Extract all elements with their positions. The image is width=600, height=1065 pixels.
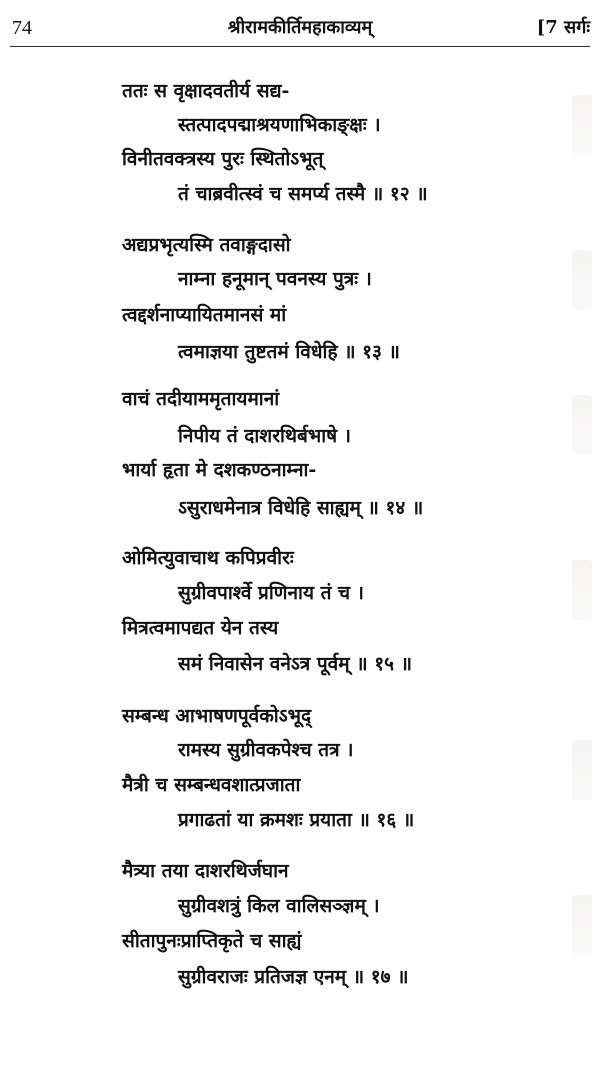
bleed-through-mark [572, 560, 592, 620]
verse-line: स्तत्पादपद्माश्रयणाभिकाङ्क्षः । [178, 114, 381, 136]
verse-line: ततः स वृक्षादवतीर्य सद्य- [122, 80, 290, 102]
verse-line: मैत्री च सम्बन्धवशात्प्रजाता [122, 774, 301, 796]
verse-line: तं चाब्रवीत्स्वं च समर्प्य तस्मै ॥ १२ ॥ [178, 183, 428, 205]
verse-line: ओमित्युवाचाथ कपिप्रवीरः [122, 547, 294, 569]
page-number: 74 [12, 17, 32, 39]
verse-line: प्रगाढतां या क्रमशः प्रयाता ॥ १६ ॥ [178, 809, 415, 831]
verse-line: सुग्रीवराजः प्रतिजज्ञ एनम् ॥ १७ ॥ [178, 966, 409, 988]
bleed-through-mark [572, 95, 592, 155]
verse-line: सुग्रीवपार्श्वे प्रणिनाय तं च । [178, 582, 364, 604]
verse-line: रामस्य सुग्रीवकपेश्च तत्र । [178, 739, 354, 761]
verse-line: नाम्ना हनूमान् पवनस्य पुत्रः । [178, 268, 372, 290]
verse-line: अद्यप्रभृत्यस्मि तवाङ्गदासो [122, 234, 291, 256]
verse-line: निपीय तं दाशरथिर्बभाषे । [178, 425, 351, 447]
bleed-through-mark [572, 895, 592, 955]
header-rule [10, 46, 590, 47]
verse-line: सम्बन्ध आभाषणपूर्वकोऽभूद् [122, 705, 312, 727]
bleed-through-mark [572, 740, 592, 800]
verse-line: त्वद्दर्शनाप्यायितमानसं मां [122, 304, 287, 326]
verse-line: वाचं तदीयाममृतायमानां [122, 388, 280, 410]
verse-line: त्वमाज्ञया तुष्टतमं विधेहि ॥ १३ ॥ [178, 341, 400, 363]
bleed-through-mark [572, 395, 592, 455]
verse-line: सुग्रीवशत्रुं किल वालिसञ्ज्ञम् । [178, 895, 380, 917]
verse-line: विनीतवक्त्रस्य पुरः स्थितोऽभूत् [122, 148, 324, 170]
canto-label: [7 सर्गः [536, 17, 590, 38]
verse-line: मित्रत्वमापद्यत येन तस्य [122, 617, 279, 639]
verse-line: भार्या हृता मे दशकण्ठनाम्ना- [122, 459, 317, 481]
verse-line: ऽसुराधमेनात्र विधेहि साह्यम् ॥ १४ ॥ [178, 497, 424, 519]
verse-line: समं निवासेन वनेऽत्र पूर्वम् ॥ १५ ॥ [178, 653, 412, 675]
bleed-through-mark [572, 250, 592, 310]
verse-line: सीतापुनःप्राप्तिकृते च साह्यं [122, 930, 302, 952]
page-title: श्रीरामकीर्तिमहाकाव्यम् [227, 17, 373, 38]
verse-line: मैत्र्या तया दाशरथिर्जघान [122, 860, 289, 882]
